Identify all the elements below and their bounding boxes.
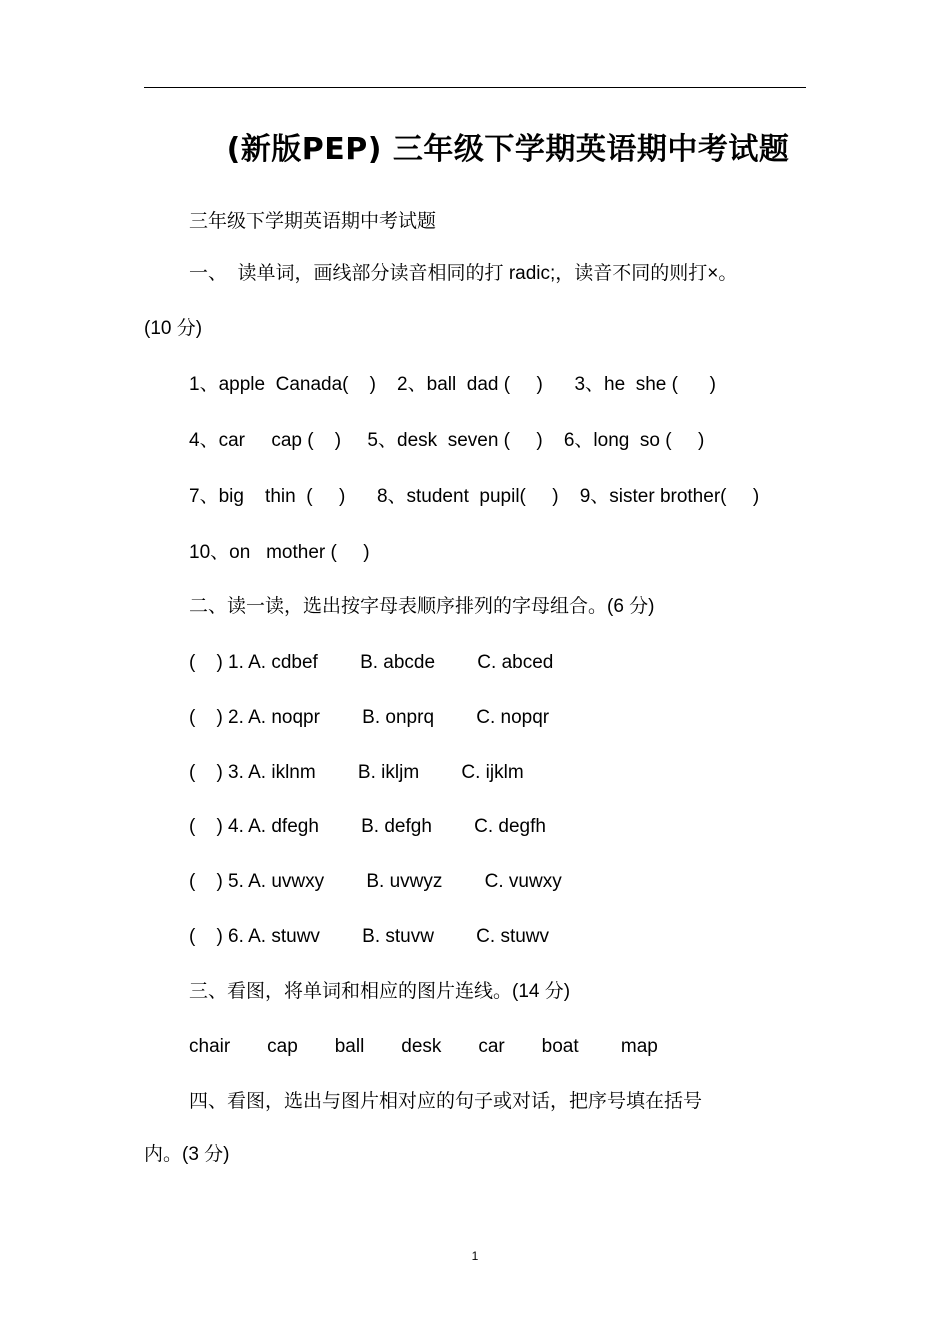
document-title: (新版PEP) 三年级下学期英语期中考试题 bbox=[226, 132, 790, 167]
page-number: 1 bbox=[471, 1249, 479, 1263]
section3-word-list: chair cap ball desk car boat map bbox=[189, 1036, 658, 1057]
section3-heading: 三、看图，将单词和相应的图片连线。(14 分) bbox=[189, 981, 571, 1002]
section2-item: ( ) 2. A. noqpr B. onprq C. nopqr bbox=[189, 707, 550, 728]
section2-item: ( ) 1. A. cdbef B. abcde C. abced bbox=[189, 652, 554, 673]
section4-heading-cont: 内。(3 分) bbox=[144, 1144, 230, 1165]
section1-heading: 一、 读单词，画线部分读音相同的打 radic;，读音不同的则打×。 bbox=[189, 263, 738, 284]
section1-row: 10、on mother ( ) bbox=[189, 542, 370, 563]
section2-heading: 二、读一读，选出按字母表顺序排列的字母组合。(6 分) bbox=[189, 596, 655, 617]
section1-row: 7、big thin ( ) 8、student pupil( ) 9、sister brother( ) bbox=[189, 486, 760, 507]
section2-item: ( ) 4. A. dfegh B. defgh C. degfh bbox=[189, 816, 546, 837]
section1-row: 1、apple Canada( ) 2、ball dad ( ) 3、he she ( ) bbox=[189, 374, 716, 395]
section1-row: 4、car cap ( ) 5、desk seven ( ) 6、long so ( ) bbox=[189, 430, 705, 451]
section1-heading-cont: (10 分) bbox=[144, 318, 203, 339]
subtitle: 三年级下学期英语期中考试题 bbox=[189, 211, 437, 232]
section2-item: ( ) 3. A. iklnm B. ikljm C. ijklm bbox=[189, 762, 524, 783]
section4-heading: 四、看图，选出与图片相对应的句子或对话，把序号填在括号 bbox=[189, 1091, 703, 1112]
section2-item: ( ) 6. A. stuwv B. stuvw C. stuwv bbox=[189, 926, 550, 947]
section2-item: ( ) 5. A. uvwxy B. uvwyz C. vuwxy bbox=[189, 871, 562, 892]
header-rule bbox=[144, 87, 806, 88]
